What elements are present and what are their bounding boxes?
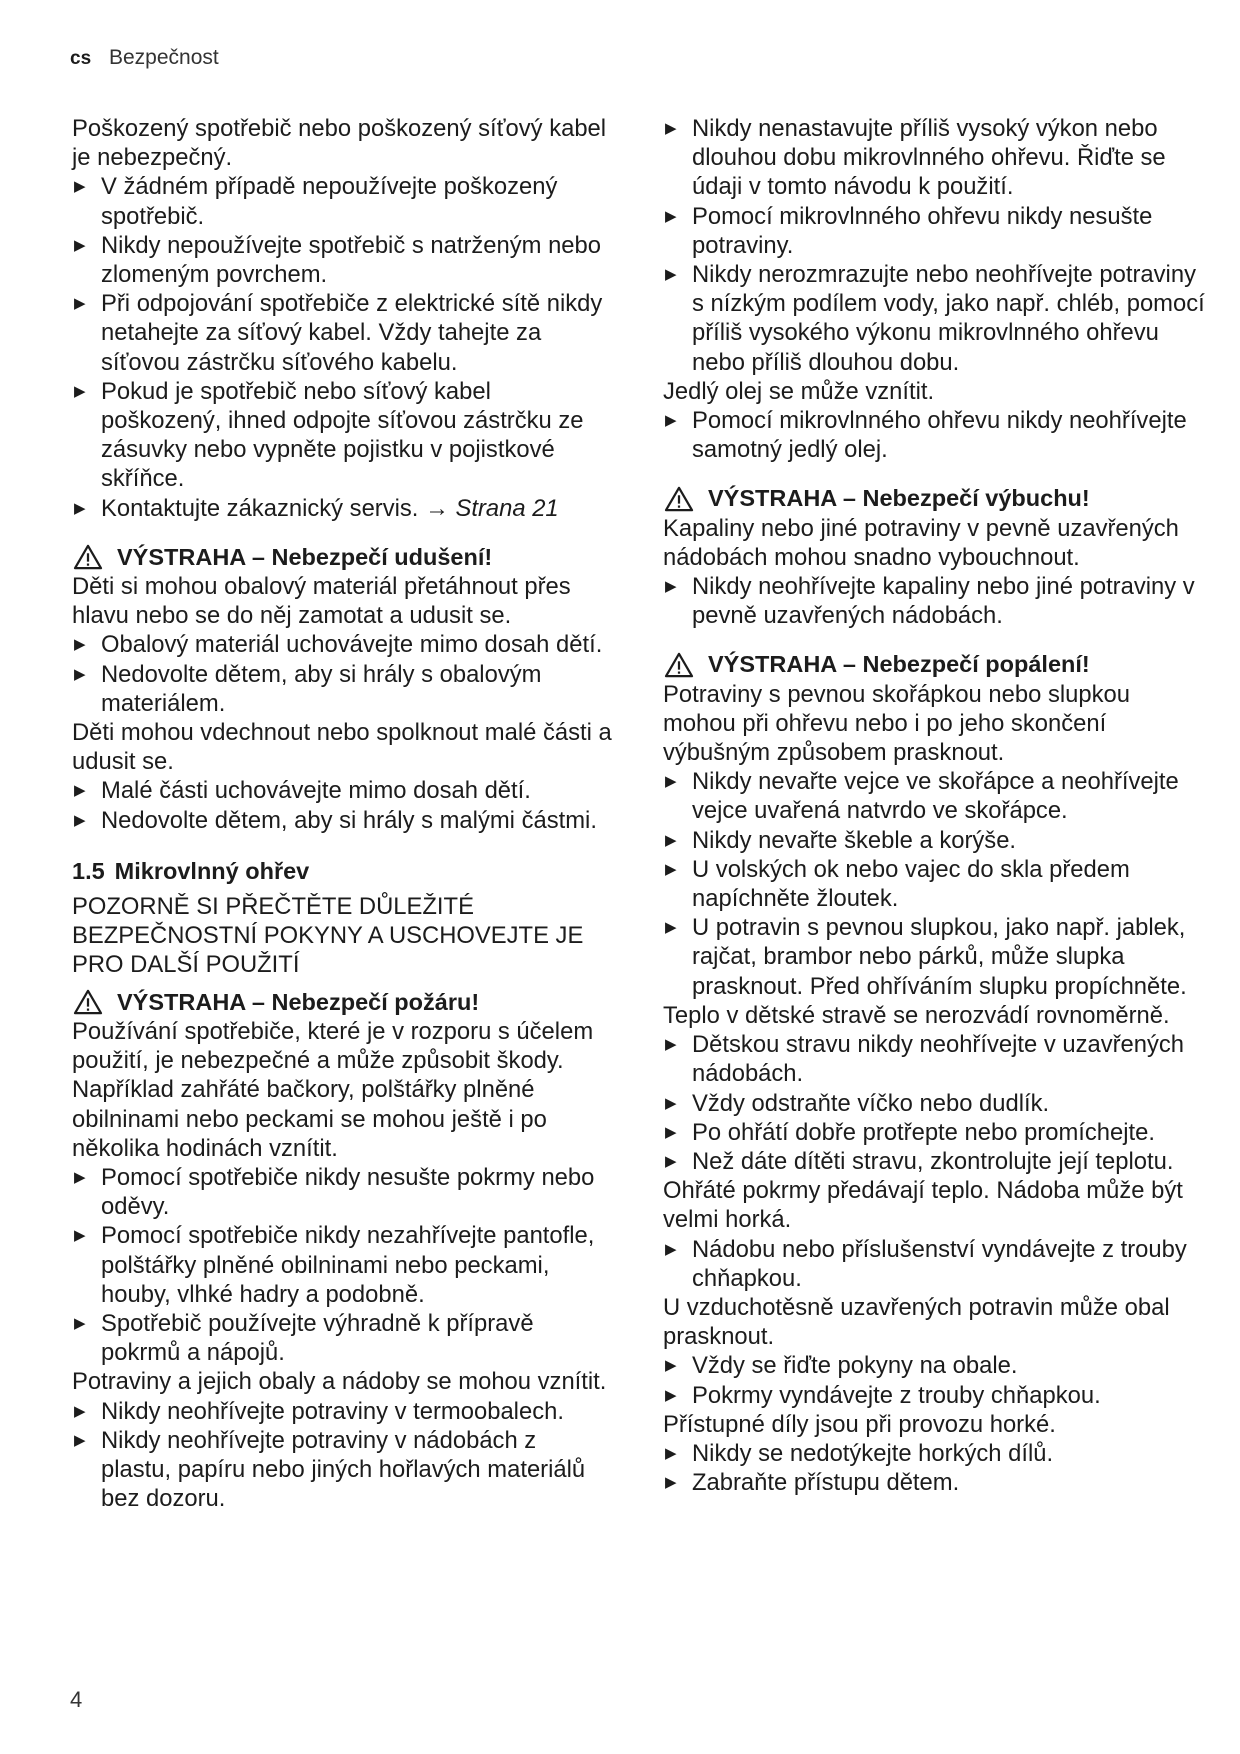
bullet-arrow-icon: ▶ [74, 499, 86, 517]
list-item: ▶ Pokrmy vyndávejte z trouby chňapkou. [665, 1381, 1101, 1409]
list-item: ▶ Vždy odstraňte víčko nebo dudlík. [665, 1089, 1050, 1117]
right-column [663, 114, 1208, 1497]
bullet-arrow-icon: ▶ [665, 266, 677, 284]
bullet-arrow-icon: ▶ [74, 811, 86, 829]
warning-triangle-icon [663, 486, 695, 512]
bullet-arrow-icon: ▶ [665, 1240, 677, 1258]
list-item: ▶ Spotřebič používejte výhradně k přípravě pokrmů a nápojů. [74, 1309, 534, 1367]
bullet-arrow-icon: ▶ [665, 578, 677, 596]
page-number: 4 [70, 1687, 83, 1712]
bullet-arrow-icon: ▶ [665, 1036, 677, 1054]
list-item: ▶ Nikdy nevařte vejce ve skořápce a neohřívejte vejce uvařená natvrdo ve skořápce. [665, 768, 1179, 825]
paragraph: Poškozený spotřebič nebo poškozený síťový kabel je nebezpečný. [72, 115, 607, 172]
list-item: ▶ Po ohřátí dobře protřepte nebo promíchejte. [665, 1118, 1156, 1146]
list-item: ▶ Zabraňte přístupu dětem. [665, 1469, 960, 1497]
bullet-arrow-icon: ▶ [665, 1444, 677, 1462]
warning-heading: VÝSTRAHA – Nebezpečí udušení! [72, 543, 612, 572]
paragraph: Přístupné díly jsou při provozu horké. [663, 1410, 1056, 1438]
section-heading: 1.5 Mikrovlnný ohřev [72, 857, 310, 884]
paragraph: Děti si mohou obalový materiál přetáhnout přes hlavu nebo se do něj zamotat a udusit se. [72, 573, 571, 630]
bullet-arrow-icon: ▶ [74, 382, 86, 400]
bullet-arrow-icon: ▶ [74, 782, 86, 800]
list-item: ▶ Nikdy neohřívejte potraviny v nádobách z plastu, papíru nebo jiných hořlavých materiálů bez dozoru. [74, 1426, 586, 1513]
list-item: ▶ Obalový materiál uchovávejte mimo dosah dětí. [74, 631, 603, 659]
warning-triangle-icon [663, 652, 695, 678]
bullet-arrow-icon: ▶ [74, 295, 86, 313]
important-notice: POZORNĚ SI PŘEČTĚTE DŮLEŽITÉ BEZPEČNOSTNÍ POKYNY A USCHOVEJTE JE PRO DALŠÍ POUŽITÍ [72, 893, 584, 979]
list-item: ▶ Nikdy neohřívejte potraviny v termoobalech. [74, 1397, 564, 1425]
bullet-arrow-icon: ▶ [74, 636, 86, 654]
bullet-arrow-icon: ▶ [665, 412, 677, 430]
list-item: ▶ U volských ok nebo vajec do skla předem napíchněte žloutek. [665, 855, 1130, 913]
list-item: ▶ Nádobu nebo příslušenství vyndávejte z trouby chňapkou. [665, 1235, 1187, 1292]
warning-triangle-icon [72, 544, 104, 570]
bullet-arrow-icon: ▶ [665, 831, 677, 849]
warning-heading: VÝSTRAHA – Nebezpečí popálení! [663, 650, 1208, 679]
list-item: ▶ U potravin s pevnou slupkou, jako např. jablek, rajčat, brambor nebo párků, může slupka prasknout. Před ohříváním slupku propíchněte. [665, 914, 1187, 1000]
bullet-arrow-icon: ▶ [665, 1123, 677, 1141]
list-item: ▶ V žádném případě nepoužívejte poškozený spotřebič. [74, 173, 558, 230]
bullet-arrow-icon: ▶ [74, 178, 86, 196]
bullet-arrow-icon: ▶ [665, 120, 677, 137]
list-item: ▶ Pomocí spotřebiče nikdy nesušte pokrmy nebo oděvy. [74, 1163, 595, 1221]
warning-heading: VÝSTRAHA – Nebezpečí požáru! [72, 988, 612, 1017]
language-code: cs [70, 48, 92, 69]
bullet-arrow-icon: ▶ [665, 1152, 677, 1170]
paragraph: Ohřáté pokrmy předávají teplo. Nádoba může být velmi horká. [663, 1177, 1183, 1234]
list-item: ▶ Nikdy nevařte škeble a korýše. [665, 826, 1017, 854]
list-item: ▶ Pomocí mikrovlnného ohřevu nikdy nesušte potraviny. [665, 202, 1153, 259]
paragraph: Jedlý olej se může vznítit. [663, 377, 935, 405]
paragraph: Používání spotřebiče, které je v rozporu s účelem použití, je nebezpečné a může způsobit škody. Například zahřáté bačkory, polštářky plněné obilninami nebo peckami se mohou ještě i po několika hodinách vznítit. [72, 1017, 594, 1162]
list-item: ▶ Pokud je spotřebič nebo síťový kabel poškozený, ihned odpojte síťovou zástrčku ze zásuvky nebo vypněte pojistku v pojistkové skříňce. [74, 377, 584, 493]
list-item: ▶ Pomocí mikrovlnného ohřevu nikdy neohřívejte samotný jedlý olej. [665, 407, 1187, 464]
bullet-arrow-icon: ▶ [665, 1386, 677, 1404]
list-item: ▶ Nedovolte dětem, aby si hrály s malými částmi. [74, 806, 597, 834]
list-item: ▶ Vždy se řiďte pokyny na obale. [665, 1352, 1018, 1380]
warning-heading: VÝSTRAHA – Nebezpečí výbuchu! [663, 484, 1208, 513]
bullet-arrow-icon: ▶ [74, 1314, 86, 1332]
paragraph: Potraviny s pevnou skořápkou nebo slupkou mohou při ohřevu nebo i po jeho skončení výbušným způsobem prasknout. [663, 680, 1130, 767]
list-item: ▶ Kontaktujte zákaznický servis. → Strana 21 [74, 494, 559, 522]
list-item: ▶ Při odpojování spotřebiče z elektrické sítě nikdy netahejte za síťový kabel. Vždy tahejte za síťovou zástrčku síťového kabelu. [74, 290, 603, 376]
paragraph: Potraviny a jejich obaly a nádoby se mohou vznítit. [72, 1368, 607, 1396]
bullet-arrow-icon: ▶ [74, 665, 86, 683]
bullet-arrow-icon: ▶ [74, 1168, 86, 1186]
bullet-arrow-icon: ▶ [74, 236, 86, 254]
left-column [72, 114, 612, 1513]
bullet-arrow-icon: ▶ [665, 1357, 677, 1375]
list-item: ▶ Než dáte dítěti stravu, zkontrolujte její teplotu. [665, 1147, 1174, 1175]
list-item: ▶ Nikdy nepoužívejte spotřebič s natrženým nebo zlomeným povrchem. [74, 231, 602, 289]
paragraph: Teplo v dětské stravě se nerozvádí rovnoměrně. [663, 1001, 1170, 1029]
warning-triangle-icon [72, 989, 104, 1015]
bullet-arrow-icon: ▶ [665, 207, 677, 225]
list-item: ▶ Nikdy nenastavujte příliš vysoký výkon nebo dlouhou dobu mikrovlnného ohřevu. Řiďte se údaji v tomto návodu k použití. [665, 115, 1166, 201]
list-item: ▶ Nikdy nerozmrazujte nebo neohřívejte potraviny s nízkým podílem vody, jako např. chléb, pomocí příliš vysokého výkonu mikrovlnného ohřevu nebo příliš dlouhou dobu. [665, 261, 1205, 376]
list-item: ▶ Pomocí spotřebiče nikdy nezahřívejte pantofle, polštářky plněné obilninami nebo peckami, houby, vlhké hadry a podobně. [74, 1222, 595, 1308]
paragraph: U vzduchotěsně uzavřených potravin může obal prasknout. [663, 1293, 1170, 1351]
list-item: ▶ Malé části uchovávejte mimo dosah dětí. [74, 777, 531, 805]
list-item: ▶ Nikdy neohřívejte kapaliny nebo jiné potraviny v pevně uzavřených nádobách. [665, 573, 1195, 630]
paragraph: Kapaliny nebo jiné potraviny v pevně uzavřených nádobách mohou snadno vybouchnout. [663, 514, 1179, 571]
bullet-arrow-icon: ▶ [665, 1094, 677, 1112]
bullet-arrow-icon: ▶ [74, 1227, 86, 1245]
page-reference-link[interactable]: → Strana 21 [425, 494, 559, 522]
paragraph: Děti mohou vdechnout nebo spolknout malé části a udusit se. [72, 719, 612, 776]
bullet-arrow-icon: ▶ [665, 1474, 677, 1492]
section-title: Bezpečnost [108, 46, 219, 69]
bullet-arrow-icon: ▶ [74, 1431, 86, 1449]
bullet-arrow-icon: ▶ [74, 1402, 86, 1420]
list-item: ▶ Dětskou stravu nikdy neohřívejte v uzavřených nádobách. [665, 1031, 1185, 1088]
bullet-arrow-icon: ▶ [665, 919, 677, 937]
bullet-arrow-icon: ▶ [665, 860, 677, 878]
bullet-arrow-icon: ▶ [665, 773, 677, 791]
page-header [70, 46, 219, 70]
list-item: ▶ Nedovolte dětem, aby si hrály s obalovým materiálem. [74, 660, 542, 717]
list-item: ▶ Nikdy se nedotýkejte horkých dílů. [665, 1439, 1054, 1467]
